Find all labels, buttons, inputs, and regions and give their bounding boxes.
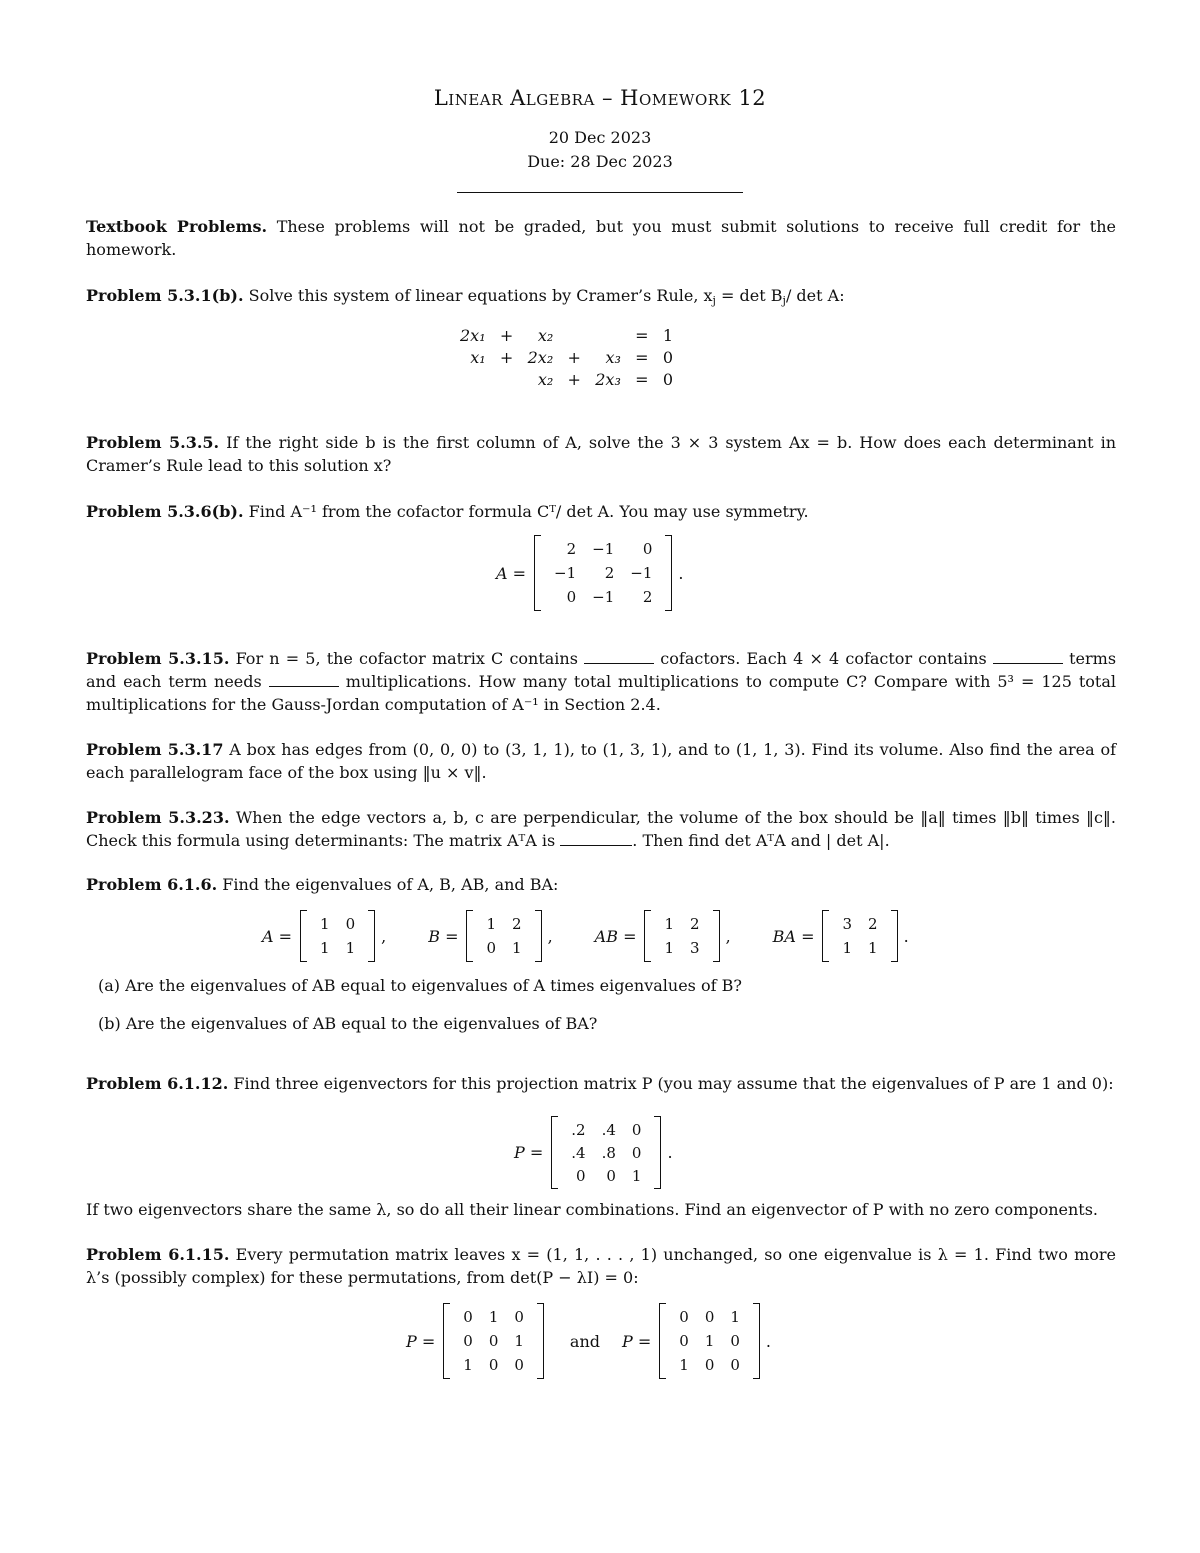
matrix-cell: 1 (664, 939, 675, 957)
matrix-cell: .4 (601, 1120, 616, 1139)
equation-cell: x₃ (605, 347, 621, 367)
matrix-row (478, 936, 529, 960)
problem-lead: Problem 6.1.6. (86, 875, 218, 894)
equation-cell: x₂ (537, 325, 554, 345)
matrix-cell: .4 (571, 1143, 586, 1162)
matrix-row (546, 561, 660, 585)
equation-cell: 0 (662, 369, 674, 389)
matrix-cell: 0 (631, 1143, 642, 1162)
equation-cell: = (635, 325, 649, 345)
matrix-tail: , (725, 926, 731, 946)
intro-paragraph (86, 215, 1116, 261)
matrix-cell: 1 (631, 1166, 642, 1185)
problem-lead: Problem 5.3.1(b). (86, 286, 244, 305)
matrix-cell: 3 (842, 915, 853, 933)
matrix-tail: . (678, 563, 684, 583)
matrix-row (671, 1329, 748, 1353)
matrix-P (551, 1116, 661, 1189)
matrix-row (546, 537, 660, 561)
matrix-cell: 0 (566, 588, 577, 606)
problem-6-1-12-after: If two eigenvectors share the same λ, so do all their linear combinations. Find an eigenvector of P with no zero components. (86, 1200, 1099, 1219)
matrix-tail: , (381, 926, 387, 946)
subscript-j: j (712, 294, 716, 307)
matrix-cell: 1 (488, 1308, 499, 1326)
matrix-cell: 0 (642, 540, 653, 558)
matrix-cell: 2 (642, 588, 653, 606)
matrix-row (656, 912, 707, 936)
problem-text-3: terms and each term needs (86, 649, 1117, 691)
matrix-cell: 0 (486, 939, 497, 957)
matrix-cell: 0 (488, 1356, 499, 1374)
matrix-cell: 1 (463, 1356, 473, 1374)
equation-cell: 1 (662, 325, 674, 345)
problem-5-3-1b (86, 284, 1116, 312)
matrix-cell: 0 (345, 915, 356, 933)
matrix-cell: 2 (512, 915, 522, 933)
equation-row (454, 346, 679, 368)
matrix-row (834, 936, 885, 960)
matrix-row (563, 1164, 649, 1187)
problem-lead: Problem 5.3.15. (86, 649, 230, 668)
matrix-cell: 0 (576, 1166, 586, 1185)
problem-5-3-6b (86, 500, 1116, 523)
matrix-cell: −1 (554, 564, 577, 582)
problem-6-1-12 (86, 1072, 1116, 1095)
problem-lead: Problem 6.1.12. (86, 1074, 229, 1093)
matrix-cell: 1 (486, 915, 497, 933)
problem-6-1-6 (86, 873, 1116, 896)
matrix-cell: 0 (679, 1332, 689, 1350)
problem-text-2: = det B (715, 286, 783, 305)
matrix-tail: . (765, 1331, 771, 1351)
matrix-cell: 0 (463, 1332, 473, 1350)
document-title: Linear Algebra – Homework 12 (433, 86, 767, 110)
matrix-cell: −1 (592, 540, 615, 558)
matrix-P-row (514, 1116, 673, 1189)
intro-text: These problems will not be graded, but you must submit solutions to receive full credit for the homework. (86, 217, 1117, 259)
matrix-cell: 2 (690, 915, 700, 933)
problem-6-1-15 (86, 1243, 1116, 1289)
matrix-cell: 0 (514, 1308, 524, 1326)
problem-5-3-15 (86, 647, 1116, 716)
problem-text-1: For n = 5, the cofactor matrix C contains (235, 649, 578, 668)
equation-cell: x₂ (537, 369, 554, 389)
answer-blank[interactable] (993, 649, 1063, 664)
problem-text: A box has edges from (0, 0, 0) to (3, 1, 1), to (1, 3, 1), and to (1, 1, 3). Find its volume. Also find the area of each parallelogram face of the box using ‖u × v‖. (86, 740, 1117, 782)
problem-text: Find the eigenvalues of A, B, AB, and BA: (222, 875, 559, 894)
question-a: (a) Are the eigenvalues of AB equal to eigenvalues of A times eigenvalues of B? (98, 976, 742, 995)
problem-lead: Problem 5.3.23. (86, 808, 230, 827)
matrix-cell: 0 (514, 1356, 524, 1374)
equation-cell: = (635, 369, 649, 389)
problem-text: Find three eigenvectors for this projection matrix P (you may assume that the eigenvalues of P are 1 and 0): (233, 1074, 1114, 1093)
matrix-label-2: P = (622, 1331, 652, 1351)
matrix-A (534, 535, 672, 611)
matrix-row (312, 912, 363, 936)
equation-cell: + (499, 325, 514, 345)
problem-text-2: cofactors. Each 4 × 4 cofactor contains (660, 649, 987, 668)
problem-text-1: When the edge vectors a, b, c are perpendicular, the volume of the box should be ‖a‖ times ‖b‖ times ‖c‖. Check this formula using determinants: The matrix AᵀA is (86, 808, 1117, 850)
problem-text-4: multiplications. How many total multiplications to compute C? Compare with 5³ = 125 total multiplications for the Gauss-Jordan computation of A⁻¹ in Section 2.4. (86, 672, 1117, 714)
matrix-row (478, 912, 529, 936)
matrix-label-1: P = (406, 1331, 436, 1351)
matrix-row (455, 1305, 532, 1329)
equation-cell: 2x₃ (595, 369, 621, 389)
equation-cell: 0 (662, 347, 674, 367)
matrix-cell: 0 (463, 1308, 473, 1326)
matrices-6-1-6 (262, 910, 909, 962)
equation-cell (454, 368, 492, 390)
permutation-matrix-1 (443, 1303, 544, 1379)
equation-cell (492, 368, 522, 390)
matrix-cell: 1 (730, 1308, 740, 1326)
equation-row (454, 324, 679, 346)
matrix-A-row (496, 535, 684, 611)
matrix-cell: 2 (868, 915, 878, 933)
equation-cell: x₁ (470, 347, 486, 367)
answer-blank[interactable] (584, 649, 654, 664)
matrix-cell: −1 (630, 564, 653, 582)
problem-text-2: . Then find det AᵀA and | det A|. (632, 831, 890, 850)
matrix-tail: . (667, 1143, 673, 1162)
equation-system (454, 324, 679, 390)
problem-text: If the right side b is the first column of A, solve the 3 × 3 system Ax = b. How does each determinant in Cramer’s Rule lead to this solution x? (86, 433, 1117, 475)
matrix-cell: .8 (601, 1143, 616, 1162)
matrix-row (671, 1353, 748, 1377)
equation-cell: 2x₂ (527, 347, 554, 367)
matrix-tail: . (903, 926, 909, 946)
matrix-cell: 3 (690, 939, 700, 957)
matrix-cell: 1 (664, 915, 675, 933)
matrix-label: A = (262, 926, 293, 946)
matrix-row (455, 1329, 532, 1353)
matrix-tail: , (547, 926, 553, 946)
matrix-cell: −1 (592, 588, 615, 606)
matrix-cell: 0 (730, 1356, 740, 1374)
matrix-row (312, 936, 363, 960)
issue-date: 20 Dec 2023 (548, 128, 652, 147)
equation-cell: = (635, 347, 649, 367)
answer-blank[interactable] (560, 831, 632, 846)
answer-blank[interactable] (269, 672, 339, 687)
matrix-cell: 1 (320, 939, 330, 957)
equation-cell: + (499, 347, 514, 367)
problem-5-3-5 (86, 431, 1116, 477)
header-rule (457, 192, 743, 193)
equation-cell: 2x₁ (460, 325, 486, 345)
permutation-matrix-2 (659, 1303, 760, 1379)
matrix-cell: 1 (512, 939, 522, 957)
matrix-cell: 0 (730, 1332, 740, 1350)
matrix-cell: 1 (514, 1332, 524, 1350)
equation-cell: + (567, 347, 581, 367)
equation-row (454, 368, 679, 390)
problem-lead: Problem 6.1.15. (86, 1245, 230, 1264)
matrix-2x2 (466, 910, 541, 962)
matrix-label: BA = (772, 926, 815, 946)
problem-text-3: / det A: (785, 286, 845, 305)
matrix-label: P = (514, 1143, 544, 1162)
matrix-cell: 0 (488, 1332, 499, 1350)
matrix-cell: 1 (679, 1356, 689, 1374)
matrix-cell: 1 (704, 1332, 715, 1350)
problem-text: Find A⁻¹ from the cofactor formula Cᵀ/ det A. You may use symmetry. (248, 502, 809, 521)
matrix-2x2 (644, 910, 719, 962)
problem-text: Solve this system of linear equations by Cramer’s Rule, x (248, 286, 713, 305)
equation-cell (589, 324, 627, 346)
equation-cell (559, 324, 589, 346)
matrix-row (455, 1353, 532, 1377)
matrix-row (563, 1141, 649, 1164)
intro-lead: Textbook Problems. (86, 217, 268, 236)
matrix-label: AB = (594, 926, 637, 946)
matrix-cell: 0 (606, 1166, 616, 1185)
problem-lead: Problem 5.3.5. (86, 433, 220, 452)
question-b: (b) Are the eigenvalues of AB equal to the eigenvalues of BA? (98, 1014, 598, 1033)
matrix-cell: 2 (604, 564, 615, 582)
matrix-row (546, 585, 660, 609)
matrix-2x2 (300, 910, 375, 962)
due-date: Due: 28 Dec 2023 (527, 152, 673, 171)
matrix-row (671, 1305, 748, 1329)
equation-cell: + (567, 369, 581, 389)
problem-text: Every permutation matrix leaves x = (1, 1, . . . , 1) unchanged, so one eigenvalue is λ = 1. Find two more λ’s (possibly complex) for these permutations, from det(P − λI) = 0: (86, 1245, 1117, 1287)
matrix-cell: 0 (679, 1308, 689, 1326)
permutation-matrices-row (406, 1303, 771, 1379)
and-word: and (569, 1331, 600, 1351)
matrix-cell: 1 (842, 939, 853, 957)
problem-5-3-23 (86, 806, 1116, 852)
matrix-2x2 (822, 910, 897, 962)
matrix-row (834, 912, 885, 936)
matrix-cell: 1 (345, 939, 356, 957)
matrix-cell: 2 (566, 540, 577, 558)
matrix-cell: 0 (631, 1120, 642, 1139)
matrix-cell: 0 (704, 1356, 715, 1374)
matrix-label: A = (496, 563, 527, 583)
matrix-row (656, 936, 707, 960)
matrix-cell: .2 (571, 1120, 586, 1139)
matrix-label: B = (428, 926, 459, 946)
matrix-cell: 0 (704, 1308, 715, 1326)
matrix-cell: 1 (868, 939, 878, 957)
problem-lead: Problem 5.3.17 (86, 740, 224, 759)
matrix-cell: 1 (320, 915, 330, 933)
problem-lead: Problem 5.3.6(b). (86, 502, 244, 521)
subscript-j-2: j (782, 294, 786, 307)
matrix-row (563, 1118, 649, 1141)
problem-5-3-17 (86, 738, 1116, 784)
